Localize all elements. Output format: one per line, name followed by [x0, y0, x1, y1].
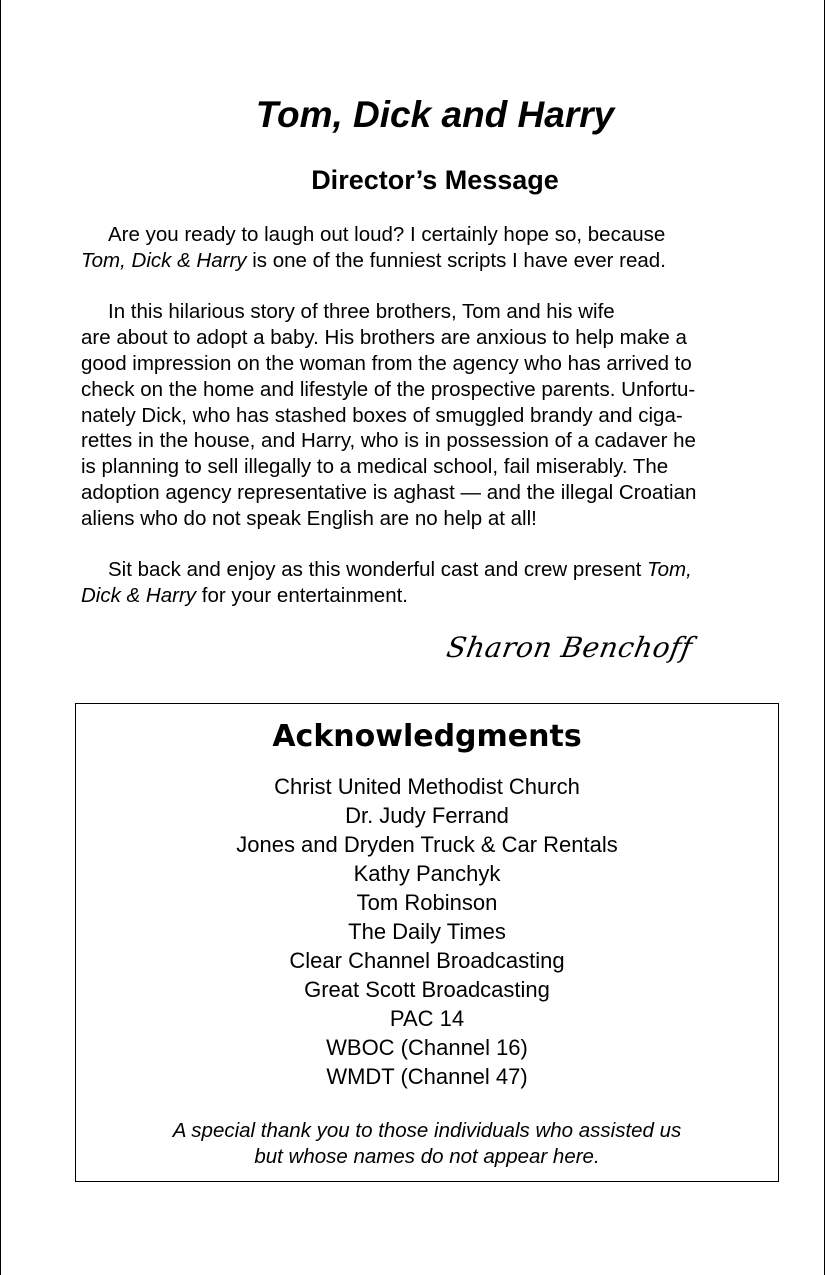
- director-signature: Sharon Benchoff: [444, 631, 696, 664]
- thank-you-note-line: A special thank you to those individuals who assisted us: [172, 1119, 682, 1142]
- message-text: for your entertainment.: [196, 584, 408, 608]
- message-line: nately Dick, who has stashed boxes of smuggled brandy and ciga-: [81, 403, 683, 427]
- message-line: check on the home and lifestyle of the prospective parents. Unfortu-: [81, 377, 696, 401]
- acknowledgments-title: Acknowledgments: [272, 719, 582, 754]
- play-title-italic: Tom,: [647, 558, 692, 582]
- acknowledgment-item: WMDT (Channel 47): [326, 1064, 528, 1089]
- message-line: adoption agency representative is aghast — and the illegal Croatian: [81, 480, 697, 504]
- play-title-italic: Dick & Harry: [81, 584, 197, 608]
- acknowledgments-list: [76, 772, 778, 1091]
- acknowledgment-item: Christ United Methodist Church: [274, 774, 580, 799]
- section-heading: Director’s Message: [311, 165, 559, 195]
- acknowledgment-item: Tom Robinson: [356, 890, 498, 915]
- message-line: are about to adopt a baby. His brothers are anxious to help make a: [81, 326, 687, 350]
- message-text: is one of the funniest scripts I have ever read.: [246, 248, 666, 272]
- message-line: aliens who do not speak English are no help at all!: [81, 506, 537, 530]
- acknowledgment-item: PAC 14: [389, 1006, 465, 1031]
- message-line: In this hilarious story of three brothers, Tom and his wife: [108, 300, 615, 324]
- play-title-italic: Tom, Dick & Harry: [81, 248, 247, 272]
- directors-message: [81, 222, 781, 609]
- message-line: good impression on the woman from the agency who has arrived to: [81, 351, 692, 375]
- thank-you-note: [76, 1118, 778, 1170]
- message-line: is planning to sell illegally to a medical school, fail miserably. The: [81, 455, 669, 479]
- message-line: [81, 557, 781, 583]
- acknowledgment-item: Clear Channel Broadcasting: [289, 948, 565, 973]
- acknowledgment-item: Dr. Judy Ferrand: [345, 803, 509, 828]
- paragraph-gap: [81, 274, 781, 300]
- acknowledgment-item: WBOC (Channel 16): [326, 1035, 528, 1060]
- page-title: Tom, Dick and Harry: [255, 94, 615, 135]
- acknowledgment-item: Kathy Panchyk: [353, 861, 501, 886]
- thank-you-note-line: but whose names do not appear here.: [254, 1145, 600, 1168]
- message-line: [81, 583, 781, 609]
- message-line: rettes in the house, and Harry, who is in possession of a cadaver he: [81, 429, 696, 453]
- acknowledgment-item: Jones and Dryden Truck & Car Rentals: [236, 832, 618, 857]
- acknowledgment-item: The Daily Times: [348, 919, 506, 944]
- paragraph-gap: [81, 532, 781, 558]
- message-line: Are you ready to laugh out loud? I certainly hope so, because: [108, 223, 666, 246]
- message-line: [81, 248, 781, 274]
- acknowledgments-box: [75, 703, 779, 1182]
- message-text: Sit back and enjoy as this wonderful cast and crew present: [108, 558, 647, 582]
- acknowledgment-item: Great Scott Broadcasting: [304, 977, 550, 1002]
